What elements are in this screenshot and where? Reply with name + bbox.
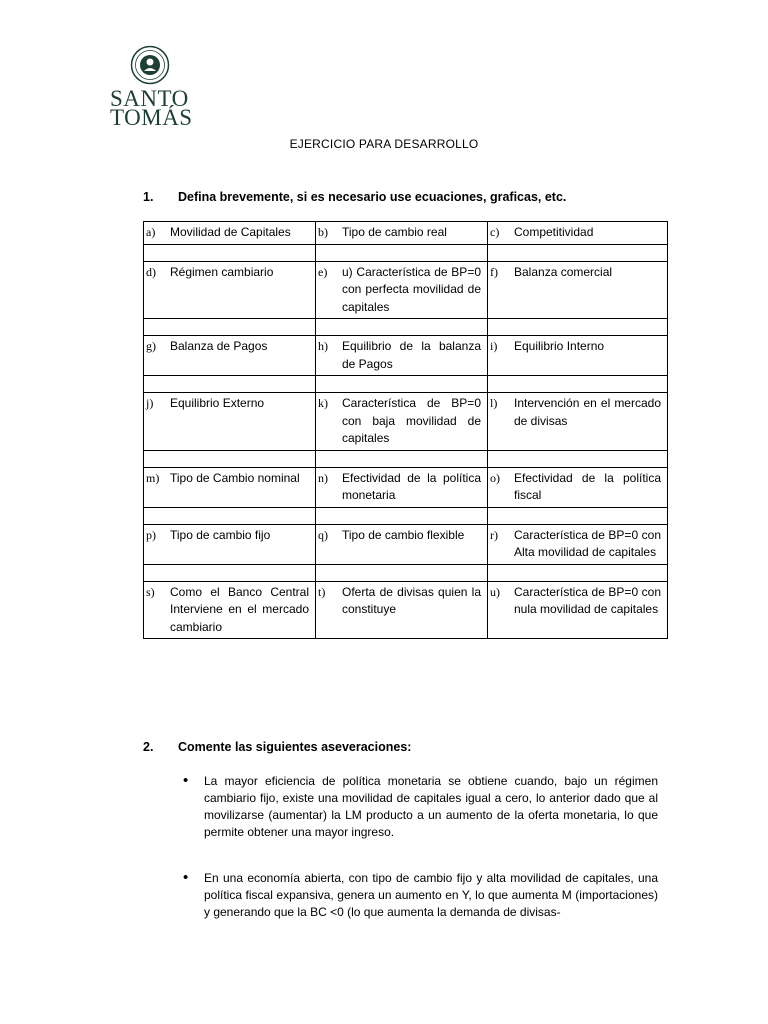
definition-cell bbox=[144, 222, 316, 245]
item-term: Tipo de cambio flexible bbox=[342, 527, 465, 542]
definition-cell bbox=[144, 336, 316, 376]
item-letter: c) bbox=[490, 225, 500, 239]
item-term: Tipo de cambio real bbox=[342, 225, 447, 239]
definition-cell bbox=[316, 581, 488, 639]
section-1-heading-text: Defina brevemente, si es necesario use ecuaciones, graficas, etc. bbox=[178, 190, 567, 204]
university-logo bbox=[110, 45, 193, 130]
definition-item bbox=[318, 264, 481, 317]
definition-cell bbox=[144, 524, 316, 564]
item-term: Competitividad bbox=[514, 225, 594, 239]
definition-item bbox=[490, 338, 661, 356]
section-2-number: 2. bbox=[143, 740, 154, 754]
item-term: Movilidad de Capitales bbox=[170, 225, 291, 239]
blank-answer-cell bbox=[488, 376, 668, 393]
definition-item bbox=[318, 395, 481, 448]
university-seal-icon bbox=[130, 45, 170, 85]
definitions-table-body bbox=[144, 222, 668, 639]
definition-cell bbox=[488, 393, 668, 451]
item-letter: q) bbox=[318, 527, 328, 542]
definition-cell bbox=[488, 467, 668, 507]
definition-item bbox=[146, 224, 309, 242]
definition-item bbox=[146, 395, 309, 413]
definition-row bbox=[144, 581, 668, 639]
item-letter: m) bbox=[146, 470, 160, 485]
section-1-number: 1. bbox=[143, 190, 154, 204]
blank-answer-row bbox=[144, 319, 668, 336]
item-term: Como el Banco Central Interviene en el mercado cambiario bbox=[170, 584, 309, 634]
definition-item bbox=[146, 264, 309, 282]
item-letter: b) bbox=[318, 225, 328, 239]
definition-row bbox=[144, 222, 668, 245]
definition-item bbox=[146, 527, 309, 545]
definition-row bbox=[144, 467, 668, 507]
definition-cell bbox=[316, 336, 488, 376]
document-title: EJERCICIO PARA DESARROLLO bbox=[289, 137, 479, 151]
item-term: Equilibrio de la balanza de Pagos bbox=[342, 339, 481, 371]
blank-answer-row bbox=[144, 376, 668, 393]
definition-item bbox=[490, 264, 661, 282]
definition-cell bbox=[144, 467, 316, 507]
item-term: Característica de BP=0 con nula movilidad de capitales bbox=[514, 584, 661, 616]
definition-item bbox=[318, 224, 481, 242]
statement-item-1: • La mayor eficiencia de política monetaria se obtiene cuando, bajo un régimen cambiario fijo, existe una movilidad de capitales igual a cero, lo anterior dado que al movilizarse (aumentar) la LM producto a un aumento de la oferta monetaria, lo que permite obtener una mayor ingreso. bbox=[178, 773, 658, 841]
item-letter: u) bbox=[490, 584, 500, 599]
item-letter: r) bbox=[490, 527, 498, 542]
item-letter: l) bbox=[490, 396, 498, 410]
item-letter: t) bbox=[318, 584, 326, 599]
definition-row bbox=[144, 393, 668, 451]
item-term: Equilibrio Interno bbox=[514, 339, 605, 353]
definition-cell bbox=[144, 261, 316, 319]
definition-item bbox=[490, 395, 661, 430]
blank-answer-cell bbox=[316, 376, 488, 393]
item-letter: d) bbox=[146, 264, 156, 279]
logo-line-1: SANTO bbox=[110, 86, 189, 111]
definition-item bbox=[146, 470, 309, 488]
logo-wordmark bbox=[110, 86, 193, 130]
item-letter: s) bbox=[146, 584, 155, 599]
item-term: Característica de BP=0 con baja movilidad de capitales bbox=[342, 396, 481, 445]
blank-answer-cell bbox=[316, 564, 488, 581]
definition-item bbox=[490, 527, 661, 562]
item-term: Oferta de divisas quien la constituye bbox=[342, 584, 481, 616]
definition-cell bbox=[488, 524, 668, 564]
definition-cell bbox=[316, 467, 488, 507]
section-2-heading-text: Comente las siguientes aseveraciones: bbox=[178, 740, 412, 754]
definition-item bbox=[490, 470, 661, 505]
definition-cell bbox=[316, 393, 488, 451]
item-term: u) Característica de BP=0 con perfecta movilidad de capitales bbox=[342, 264, 481, 314]
blank-answer-cell bbox=[488, 507, 668, 524]
item-letter: j) bbox=[146, 396, 154, 410]
definition-cell bbox=[316, 261, 488, 319]
item-term: Equilibrio Externo bbox=[170, 396, 265, 410]
definition-item bbox=[318, 470, 481, 505]
item-letter: e) bbox=[318, 264, 328, 279]
definition-item bbox=[146, 338, 309, 356]
blank-answer-cell bbox=[144, 376, 316, 393]
blank-answer-cell bbox=[316, 319, 488, 336]
item-letter: a) bbox=[146, 225, 156, 239]
item-letter: o) bbox=[490, 470, 500, 485]
blank-answer-cell bbox=[144, 450, 316, 467]
logo-line-2: TOMÁS bbox=[110, 105, 193, 130]
blank-answer-row bbox=[144, 450, 668, 467]
definition-cell bbox=[488, 336, 668, 376]
blank-answer-cell bbox=[488, 244, 668, 261]
statement-item-2: • En una economía abierta, con tipo de cambio fijo y alta movilidad de capitales, una política fiscal expansiva, genera un aumento en Y, lo que aumenta M (importaciones) y generando que la BC <0 (lo que aumenta la demanda de divisas- bbox=[178, 870, 658, 921]
definition-item bbox=[318, 584, 481, 619]
item-term: Tipo de Cambio nominal bbox=[170, 470, 300, 485]
definition-item bbox=[318, 527, 481, 545]
blank-answer-cell bbox=[144, 564, 316, 581]
item-letter: i) bbox=[490, 339, 498, 353]
item-term: Intervención en el mercado de divisas bbox=[514, 396, 661, 428]
definition-cell bbox=[316, 524, 488, 564]
item-term: Efectividad de la política fiscal bbox=[514, 470, 661, 502]
definition-cell bbox=[144, 393, 316, 451]
item-term: Tipo de cambio fijo bbox=[170, 527, 271, 542]
section-2-heading bbox=[143, 740, 411, 754]
item-letter: p) bbox=[146, 527, 156, 542]
definitions-table bbox=[143, 221, 668, 639]
item-term: Régimen cambiario bbox=[170, 264, 274, 279]
definition-item bbox=[490, 224, 661, 242]
item-letter: h) bbox=[318, 339, 328, 353]
definition-row bbox=[144, 261, 668, 319]
item-term: Característica de BP=0 con Alta movilidad de capitales bbox=[514, 527, 661, 559]
item-term: Efectividad de la política monetaria bbox=[342, 470, 481, 502]
definition-cell bbox=[488, 222, 668, 245]
blank-answer-row bbox=[144, 564, 668, 581]
item-letter: g) bbox=[146, 339, 156, 353]
blank-answer-cell bbox=[488, 450, 668, 467]
statements-list bbox=[178, 773, 658, 950]
definition-cell bbox=[488, 581, 668, 639]
definition-item bbox=[146, 584, 309, 637]
item-letter: n) bbox=[318, 470, 328, 485]
definition-row bbox=[144, 524, 668, 564]
blank-answer-cell bbox=[144, 319, 316, 336]
blank-answer-cell bbox=[488, 564, 668, 581]
definition-cell bbox=[316, 222, 488, 245]
blank-answer-row bbox=[144, 244, 668, 261]
blank-answer-cell bbox=[316, 244, 488, 261]
blank-answer-cell bbox=[316, 507, 488, 524]
item-term: Balanza de Pagos bbox=[170, 339, 268, 353]
definition-row bbox=[144, 336, 668, 376]
section-1-heading bbox=[143, 190, 566, 204]
definition-cell bbox=[144, 581, 316, 639]
blank-answer-cell bbox=[144, 244, 316, 261]
item-letter: f) bbox=[490, 264, 498, 279]
definition-cell bbox=[488, 261, 668, 319]
item-term: Balanza comercial bbox=[514, 264, 613, 279]
item-letter: k) bbox=[318, 396, 328, 410]
blank-answer-cell bbox=[316, 450, 488, 467]
definition-item bbox=[490, 584, 661, 619]
blank-answer-cell bbox=[144, 507, 316, 524]
definition-item bbox=[318, 338, 481, 373]
blank-answer-row bbox=[144, 507, 668, 524]
blank-answer-cell bbox=[488, 319, 668, 336]
